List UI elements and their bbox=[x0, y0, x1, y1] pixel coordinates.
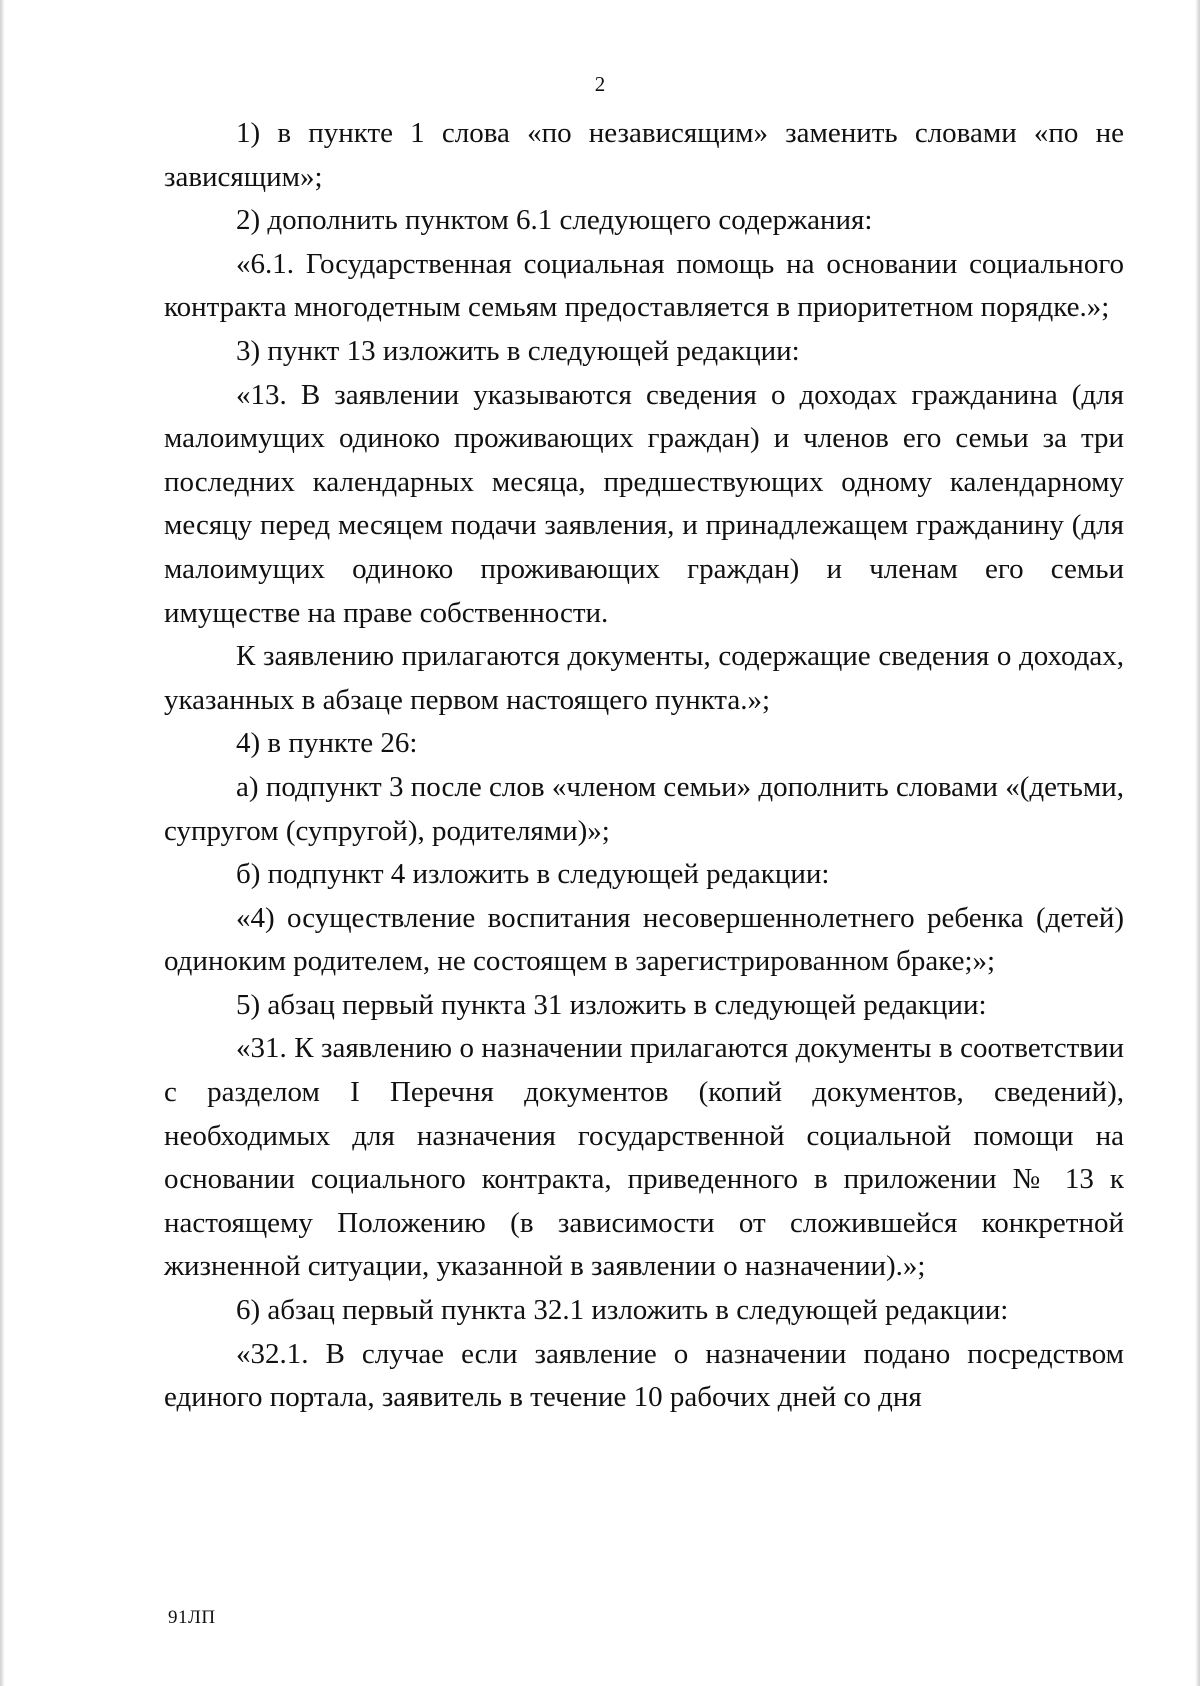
paragraph-subitem-b: б) подпункт 4 изложить в следующей редакции: bbox=[236, 858, 830, 891]
paragraph-point-6-1: «6.1. Государственная социальная помощь на основании социального контракта многодетным семьям предоставляется в приоритетном порядке.»; bbox=[164, 247, 1124, 324]
page-number: 2 bbox=[594, 72, 606, 96]
paragraph-item-3: 3) пункт 13 изложить в следующей редакции: bbox=[236, 334, 800, 367]
paragraph-item-5: 5) абзац первый пункта 31 изложить в следующей редакции: bbox=[236, 988, 987, 1021]
paragraph-item-1: 1) в пункте 1 слова «по независящим» заменить словами «по не зависящим»; bbox=[164, 117, 1124, 193]
paragraph-point-31: «31. К заявлению о назначении прилагаются документы в соответствии с разделом I Перечня документов (копий документов, сведений), необходимых для назначения государственной социальной помощи на основании социального контракта, приведенного в приложении № 13 к настоящему Положению (в зависимости от сложившейся конкретной жизненной ситуации, указанной в заявлении о назначении).»; bbox=[164, 1032, 1124, 1283]
paragraph-subpoint-4: «4) осуществление воспитания несовершеннолетнего ребенка (детей) одиноким родителем, не состоящем в зарегистрированном браке;»; bbox=[164, 901, 1124, 978]
page-scan-edge-right bbox=[1195, 0, 1200, 1686]
page-scan-edge-left bbox=[0, 0, 5, 1686]
paragraph-point-32-1: «32.1. В случае если заявление о назначении подано посредством единого портала, заявитель в течение 10 рабочих дней со дня bbox=[164, 1337, 1124, 1414]
paragraph-point-13: «13. В заявлении указываются сведения о доходах гражданина (для малоимущих одиноко проживающих граждан) и членов его семьи за три последних календарных месяца, предшествующих одному календарному месяцу перед месяцем подачи заявления, и принадлежащем гражданину (для малоимущих одиноко проживающих граждан) и членам его семьи имуществе на праве собственности. bbox=[164, 378, 1124, 629]
paragraph-item-6: 6) абзац первый пункта 32.1 изложить в следующей редакции: bbox=[236, 1294, 1009, 1327]
paragraph-point-13-part-2: К заявлению прилагаются документы, содержащие сведения о доходах, указанных в абзаце первом настоящего пункта.»; bbox=[164, 640, 1124, 716]
document-body bbox=[164, 112, 1124, 1420]
document-footer-code: 91ЛП bbox=[168, 1607, 216, 1628]
paragraph-subitem-a: а) подпункт 3 после слов «членом семьи» дополнить словами «(детьми, супругом (супругой), родителями)»; bbox=[164, 770, 1124, 847]
paragraph-item-2: 2) дополнить пунктом 6.1 следующего содержания: bbox=[236, 204, 873, 237]
paragraph-item-4: 4) в пункте 26: bbox=[236, 727, 418, 760]
